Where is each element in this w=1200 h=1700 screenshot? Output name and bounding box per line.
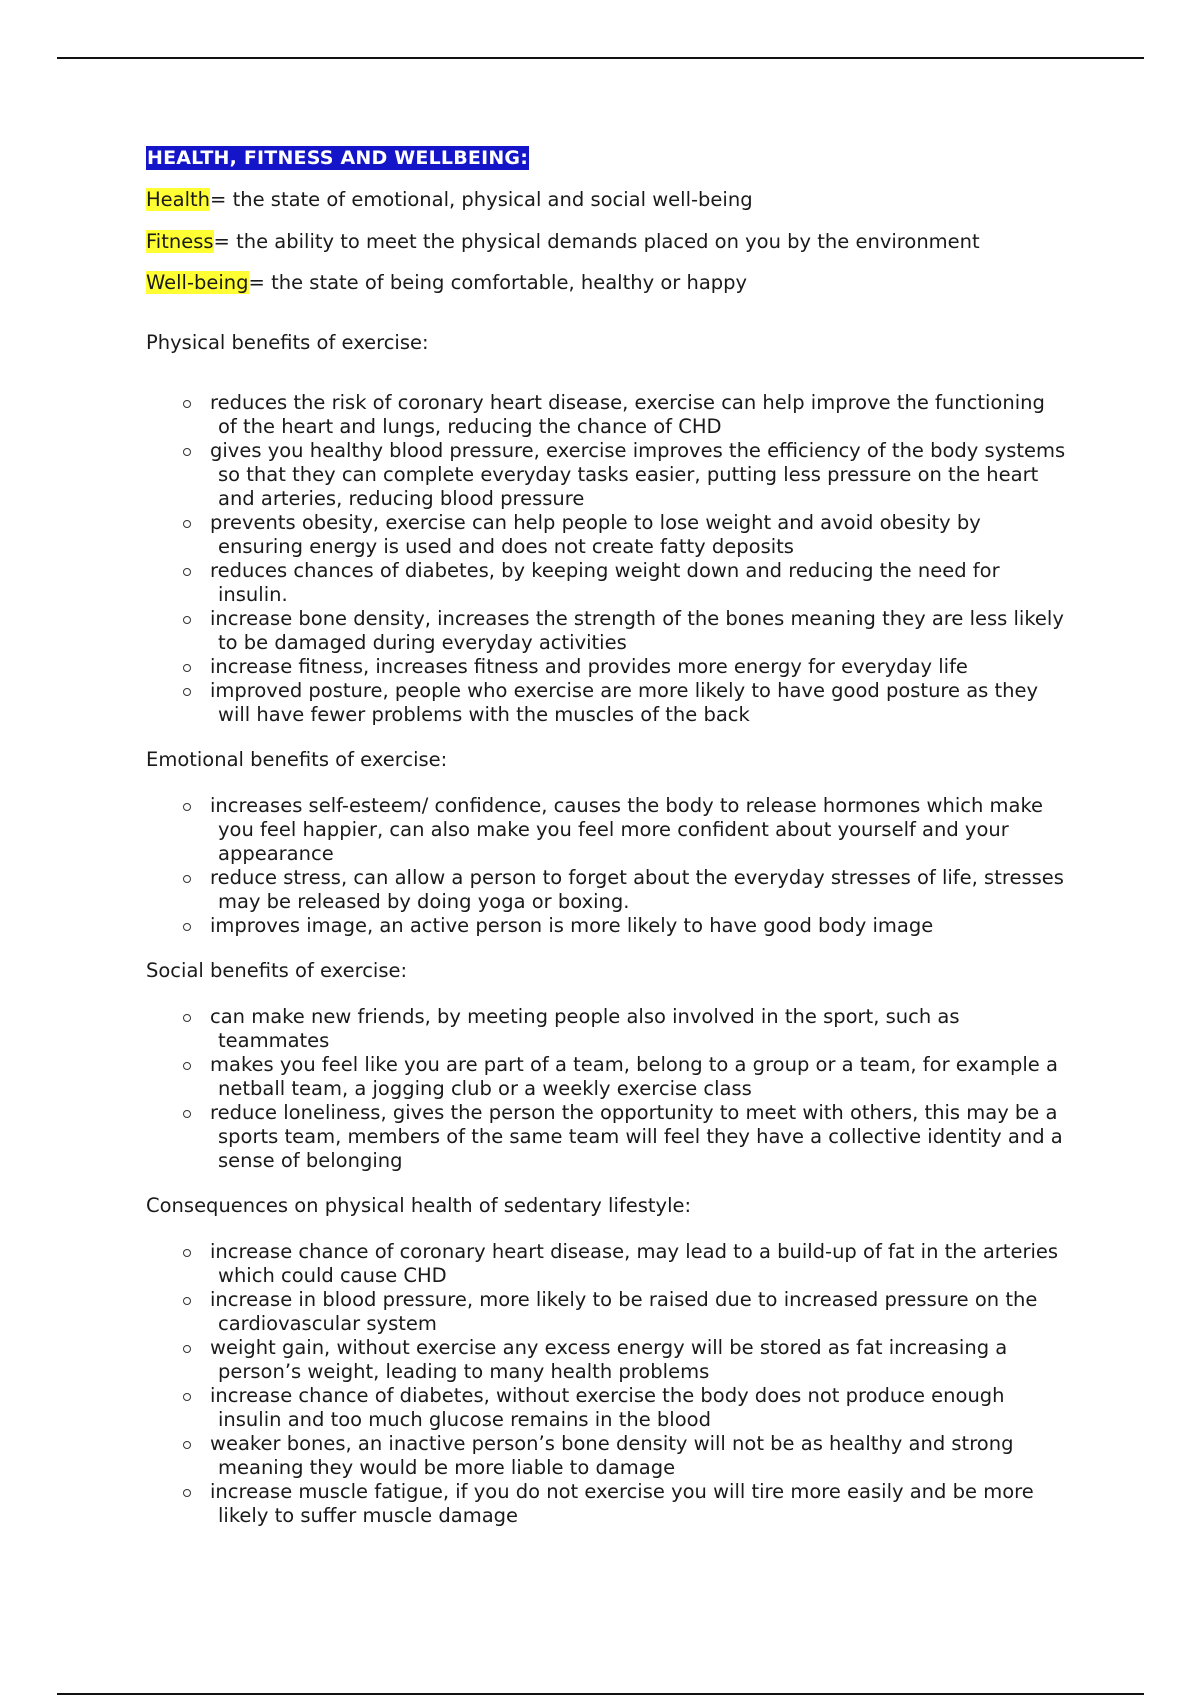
list-item: increase muscle fatigue, if you do not exercise you will tire more easily and be more likely to suffer muscle damage (210, 1480, 1066, 1528)
circle-bullet-icon (183, 1393, 191, 1401)
definition-fitness (146, 230, 1066, 254)
circle-bullet-icon (183, 568, 191, 576)
circle-bullet-icon (183, 803, 191, 811)
term-fitness: Fitness (146, 230, 214, 253)
header-rule (57, 57, 1144, 59)
footer-rule (57, 1693, 1144, 1695)
circle-bullet-icon (183, 1062, 191, 1070)
definition-text: = the ability to meet the physical demands placed on you by the environment (213, 230, 980, 253)
circle-bullet-icon (183, 448, 191, 456)
circle-bullet-icon (183, 875, 191, 883)
circle-bullet-icon (183, 688, 191, 696)
list-item: increase chance of coronary heart disease, may lead to a build-up of fat in the arteries which could cause CHD (210, 1240, 1066, 1288)
circle-bullet-icon (183, 616, 191, 624)
list-item: increase chance of diabetes, without exercise the body does not produce enough insulin and too much glucose remains in the blood (210, 1384, 1066, 1432)
list-item: gives you healthy blood pressure, exercise improves the efficiency of the body systems so that they can complete everyday tasks easier, putting less pressure on the heart and arteries, reducing blood pressure (210, 439, 1066, 511)
list-item: increase bone density, increases the strength of the bones meaning they are less likely to be damaged during everyday activities (210, 607, 1066, 655)
circle-bullet-icon (183, 923, 191, 931)
list-physical-benefits (146, 391, 1066, 727)
list-item: reduce loneliness, gives the person the opportunity to meet with others, this may be a sports team, members of the same team will feel they have a collective identity and a sense of belonging (210, 1101, 1066, 1173)
list-item: increases self-esteem/ confidence, causes the body to release hormones which make you feel happier, can also make you feel more confident about yourself and your appearance (210, 794, 1066, 866)
circle-bullet-icon (183, 1489, 191, 1497)
definition-text: = the state of emotional, physical and social well-being (210, 188, 753, 211)
definition-wellbeing (146, 271, 1066, 295)
circle-bullet-icon (183, 1249, 191, 1257)
list-item: reduces chances of diabetes, by keeping weight down and reducing the need for insulin. (210, 559, 1066, 607)
list-item: can make new friends, by meeting people also involved in the sport, such as teammates (210, 1005, 1066, 1053)
list-item: increase in blood pressure, more likely to be raised due to increased pressure on the cardiovascular system (210, 1288, 1066, 1336)
term-wellbeing: Well-being (146, 271, 249, 294)
heading-emotional-benefits: Emotional benefits of exercise: (146, 748, 448, 771)
list-item: improves image, an active person is more likely to have good body image (210, 914, 1066, 938)
circle-bullet-icon (183, 1297, 191, 1305)
circle-bullet-icon (183, 1014, 191, 1022)
term-health: Health (146, 188, 211, 211)
circle-bullet-icon (183, 1441, 191, 1449)
circle-bullet-icon (183, 520, 191, 528)
document-body (146, 146, 1066, 1528)
document-title: HEALTH, FITNESS AND WELLBEING: (147, 147, 529, 169)
list-emotional-benefits (146, 794, 1066, 938)
circle-bullet-icon (183, 664, 191, 672)
list-social-benefits (146, 1005, 1066, 1173)
list-item: makes you feel like you are part of a team, belong to a group or a team, for example a netball team, a jogging club or a weekly exercise class (210, 1053, 1066, 1101)
circle-bullet-icon (183, 400, 191, 408)
heading-physical-benefits: Physical benefits of exercise: (146, 331, 429, 354)
list-item: reduces the risk of coronary heart disease, exercise can help improve the functioning of the heart and lungs, reducing the chance of CHD (210, 391, 1066, 439)
list-item: prevents obesity, exercise can help people to lose weight and avoid obesity by ensuring energy is used and does not create fatty deposits (210, 511, 1066, 559)
list-item: improved posture, people who exercise are more likely to have good posture as they will have fewer problems with the muscles of the back (210, 679, 1066, 727)
list-item: reduce stress, can allow a person to forget about the everyday stresses of life, stresses may be released by doing yoga or boxing. (210, 866, 1066, 914)
circle-bullet-icon (183, 1110, 191, 1118)
circle-bullet-icon (183, 1345, 191, 1353)
heading-sedentary-consequences: Consequences on physical health of sedentary lifestyle: (146, 1194, 692, 1217)
list-sedentary-consequences (146, 1240, 1066, 1528)
list-item: weight gain, without exercise any excess energy will be stored as fat increasing a person’s weight, leading to many health problems (210, 1336, 1066, 1384)
list-item: weaker bones, an inactive person’s bone density will not be as healthy and strong meaning they would be more liable to damage (210, 1432, 1066, 1480)
definition-text: = the state of being comfortable, healthy or happy (248, 271, 748, 294)
definition-health (146, 188, 1066, 212)
heading-social-benefits: Social benefits of exercise: (146, 959, 408, 982)
list-item: increase fitness, increases fitness and provides more energy for everyday life (210, 655, 1066, 679)
